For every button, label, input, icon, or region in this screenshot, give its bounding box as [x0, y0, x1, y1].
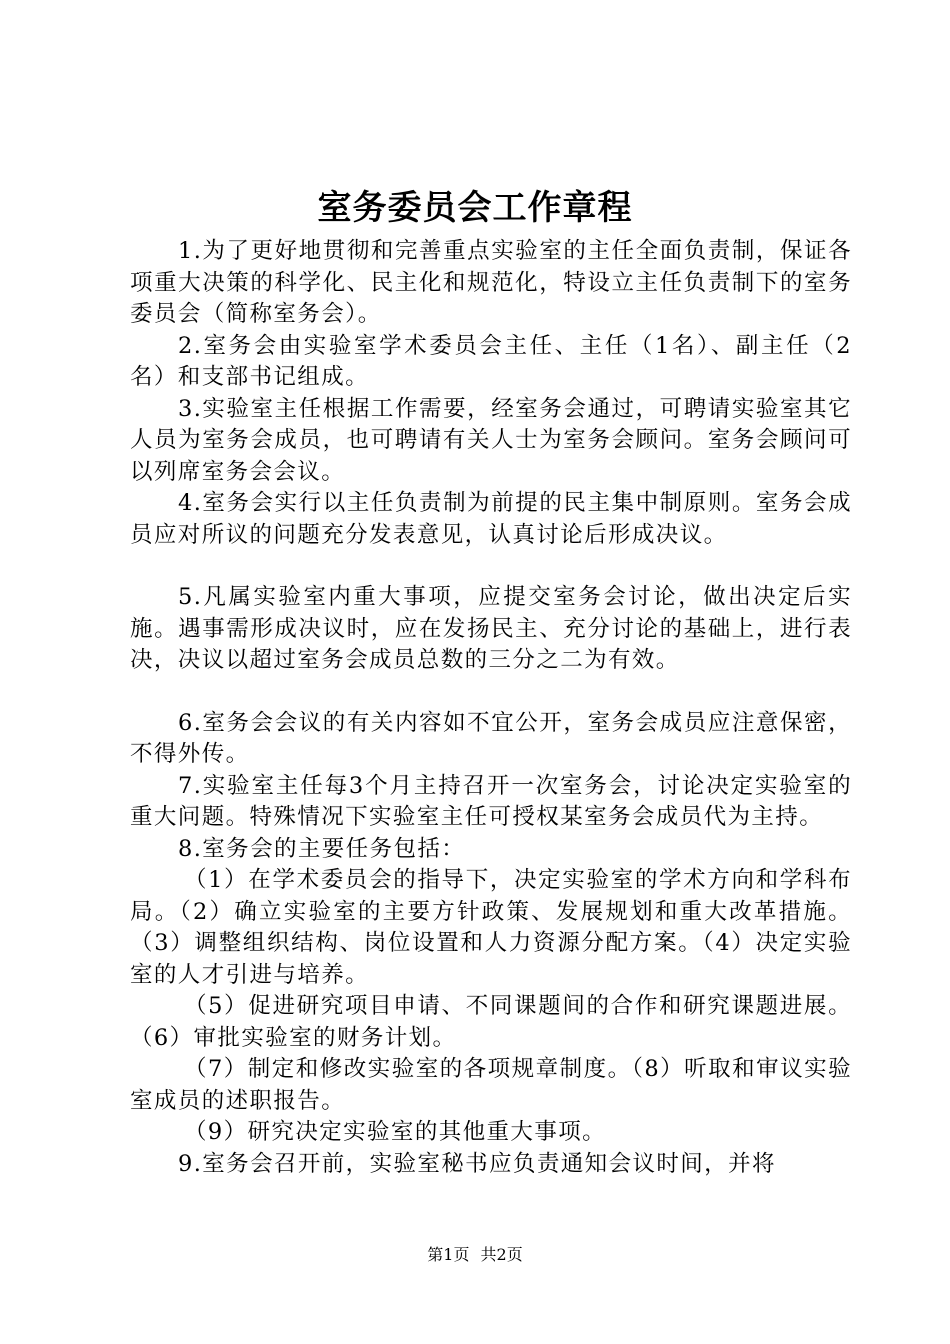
page-footer	[0, 1244, 950, 1266]
paragraph-6: 6.室务会会议的有关内容如不宜公开，室务会成员应注意保密，不得外传。	[130, 709, 852, 767]
paragraph-3: 3.实验室主任根据工作需要，经室务会通过，可聘请实验室其它人员为室务会成员，也可聘请有关人士为室务会顾问。室务会顾问可以列席室务会会议。	[130, 395, 852, 485]
task-item-7-8: （7）制定和修改实验室的各项规章制度。（8）听取和审议实验室成员的述职报告。	[130, 1056, 852, 1114]
document-body	[130, 236, 852, 1180]
paragraph-spacer	[130, 551, 852, 582]
paragraph-8: 8.室务会的主要任务包括：	[178, 835, 466, 862]
paragraph-spacer	[130, 677, 852, 708]
task-item-9: （9）研究决定实验室的其他重大事项。	[184, 1119, 607, 1145]
document-title: 室务委员会工作章程	[317, 188, 633, 228]
task-item-5-6: （5）促进研究项目申请、不同课题间的合作和研究课题进展。（6）审批实验室的财务计划。	[130, 993, 852, 1051]
paragraph-1: 1.为了更好地贯彻和完善重点实验室的主任全面负责制，保证各项重大决策的科学化、民主化和规范化，特设立主任负责制下的室务委员会（简称室务会）。	[130, 238, 852, 327]
task-item-1-4: （1）在学术委员会的指导下，决定实验室的学术方向和学科布局。（2）确立实验室的主要方针政策、发展规划和重大改革措施。（3）调整组织结构、岗位设置和人力资源分配方案。（4）决定实验室的人才引进与培养。	[130, 867, 852, 988]
paragraph-7: 7.实验室主任每3个月主持召开一次室务会，讨论决定实验室的重大问题。特殊情况下实验室主任可授权某室务会成员代为主持。	[130, 772, 852, 830]
page-number: 第1页	[427, 1245, 470, 1264]
paragraph-9: 9.室务会召开前，实验室秘书应负责通知会议时间，并将	[178, 1150, 776, 1177]
paragraph-5: 5.凡属实验室内重大事项，应提交室务会讨论，做出决定后实施。遇事需形成决议时，应在发扬民主、充分讨论的基础上，进行表决，决议以超过室务会成员总数的三分之二为有效。	[130, 584, 852, 673]
page-total: 共2页	[480, 1245, 523, 1264]
paragraph-4: 4.室务会实行以主任负责制为前提的民主集中制原则。室务会成员应对所议的问题充分发表意见，认真讨论后形成决议。	[130, 490, 852, 548]
paragraph-2: 2.室务会由实验室学术委员会主任、主任（1名）、副主任（2名）和支部书记组成。	[130, 332, 852, 390]
